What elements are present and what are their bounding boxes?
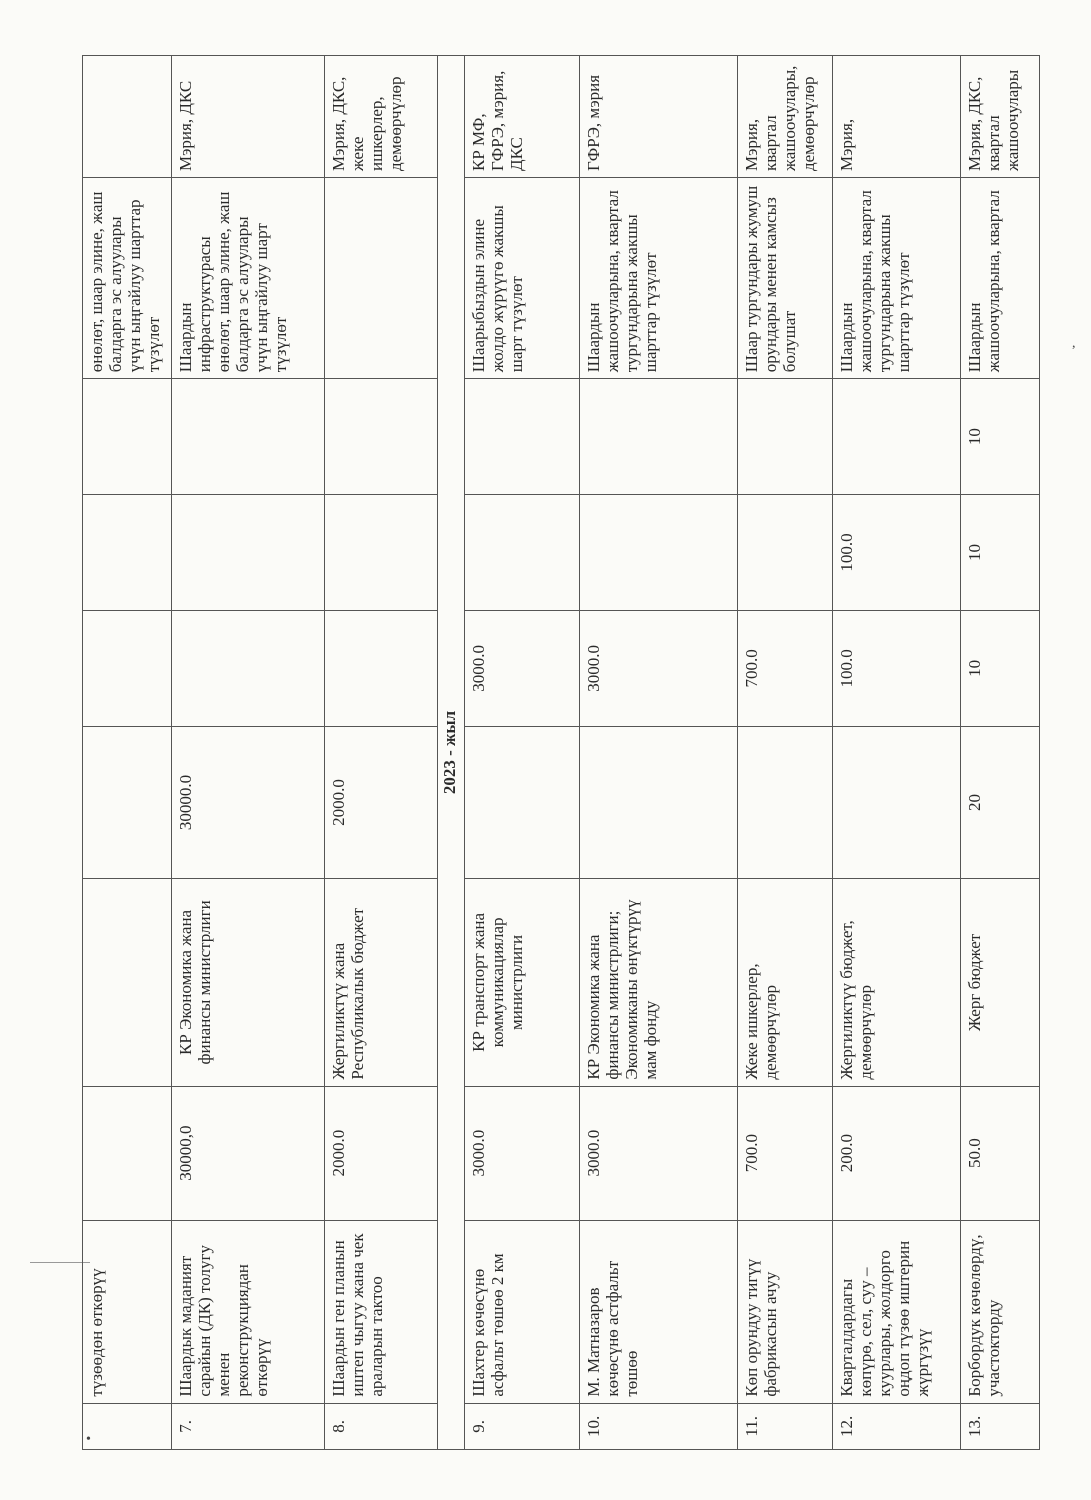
result-cell: Шаардын жашоочуларына, квартал тургундарына жакшы шарттар түзүлөт [832,178,960,379]
scan-artifact-line [30,1262,90,1263]
year3-cell [324,495,438,611]
year3-cell: 10 [961,495,1040,611]
measure-cell: Шаардын ген планын иштеп чыгуу жана чек араларын тактоо [324,1220,438,1403]
total-cell: 700.0 [738,1086,833,1220]
result-cell: Шаардын жашоочуларына, квартал [961,178,1040,379]
row-number: 11. [738,1403,833,1449]
measure-cell: М. Матназаров көчөсүнө астфальт төшөө [580,1220,738,1403]
year1-cell: 2000.0 [324,726,438,878]
source-cell: Жергиликтүү жана Республикалык бюджет [324,879,438,1086]
row-number: 13. [961,1403,1040,1449]
result-cell: Шаар тургундары жумуш орундары менен камсыз болушат [738,178,833,379]
total-cell: 30000,0 [172,1086,324,1220]
result-cell: Шаарыбыздын элине жолдо жүрүүгө жакшы шарт түзүлөт [464,178,580,379]
total-cell: 3000.0 [464,1086,580,1220]
fragment-label: түзөөдөн өткөрүү [83,1220,172,1403]
year3-cell [580,495,738,611]
total-cell: 3000.0 [580,1086,738,1220]
measure-cell: Көп орундуу тигүү фабрикасын ачуу [738,1220,833,1403]
year3-cell [464,495,580,611]
year4-cell: 10 [961,379,1040,495]
year4-cell [738,379,833,495]
result-cell [324,178,438,379]
result-cell: Шаардын инфраструктурасы өнөлөт, шаар элине, жаш балдарга эс алуулары үчүн ыңгайлуу шарт түзүлөт [172,178,324,379]
table-row [172,56,324,1450]
row-number: 9. [464,1403,580,1449]
table-row-fragment [83,56,172,1450]
total-cell: 50.0 [961,1086,1040,1220]
responsible-cell: ГФРЭ, мэрия [580,56,738,178]
table-row [961,56,1040,1450]
year4-cell [580,379,738,495]
row-number: 7. [172,1403,324,1449]
table-row [464,56,580,1450]
year3-cell [172,495,324,611]
measure-cell: Кварталдардагы көпүрө, сел, суу – куурлары, жолдорго оңдоп түзөө иштерин жүргүзүү [832,1220,960,1403]
rotated-table-wrapper [82,55,1040,1450]
year4-cell [172,379,324,495]
total-cell: 2000.0 [324,1086,438,1220]
responsible-cell: КР МФ, ГФРЭ, мэрия, ДКС [464,56,580,178]
year1-cell [580,726,738,878]
year1-cell [832,726,960,878]
measure-cell: Шаардык маданият сарайын (ДК) толугу менен реконструкциядан өткөрүү [172,1220,324,1403]
responsible-cell: Мэрия, ДКС, квартал жашоочулары [961,56,1040,178]
year2-cell [324,610,438,726]
year-divider: 2023 - жыл [438,56,464,1450]
measure-cell: Шахтер көчөсүнө асфальт төшөө 2 км [464,1220,580,1403]
table-row [580,56,738,1450]
year4-cell [832,379,960,495]
table-row [832,56,960,1450]
year-divider-row [438,56,464,1450]
source-cell: Жеке ишкерлер, демөөрчүлөр [738,879,833,1086]
year2-cell: 10 [961,610,1040,726]
scan-dot: • [86,1432,91,1447]
year3-cell: 100.0 [832,495,960,611]
year2-cell: 700.0 [738,610,833,726]
row-number: 12. [832,1403,960,1449]
year2-cell: 3000.0 [464,610,580,726]
responsible-cell: Мэрия, квартал жашоочулары, демөөрчүлөр [738,56,833,178]
year4-cell [324,379,438,495]
source-cell: Жерг бюджет [961,879,1040,1086]
year1-cell [464,726,580,878]
table-row [324,56,438,1450]
year4-cell [464,379,580,495]
source-cell: Жергиликтүү бюджет, демөөрчүлөр [832,879,960,1086]
year1-cell: 20 [961,726,1040,878]
source-cell: КР Экономика жана финансы министрлиги; Экономиканы өнүктүрүү мам фонду [580,879,738,1086]
plan-table [82,55,1040,1450]
total-cell: 200.0 [832,1086,960,1220]
year3-cell [738,495,833,611]
year1-cell: 30000.0 [172,726,324,878]
row-number: 8. [324,1403,438,1449]
result-cell: Шаардын жашоочуларына, квартал тургундарына жакшы шарттар түзүлөт [580,178,738,379]
source-cell: КР транспорт жана коммуникациялар министрлиги [464,879,580,1086]
responsible-cell: Мэрия, ДКС, жеке ишкерлер, демөөрчүлөр [324,56,438,178]
fragment-goal: өнөлөт, шаар элине, жаш балдарга эс алуулары үчүн ыңгайлуу шарттар түзүлөт [83,178,172,379]
responsible-cell: Мэрия, [832,56,960,178]
row-number: 10. [580,1403,738,1449]
source-cell: КР Экономика жана финансы министрлиги [172,879,324,1086]
year2-cell: 100.0 [832,610,960,726]
responsible-cell: Мэрия, ДКС [172,56,324,178]
measure-cell: Борбордук көчөлөрдү, участокторду [961,1220,1040,1403]
table-row [738,56,833,1450]
scan-dot: , [1072,336,1076,351]
year1-cell [738,726,833,878]
year2-cell [172,610,324,726]
year2-cell: 3000.0 [580,610,738,726]
